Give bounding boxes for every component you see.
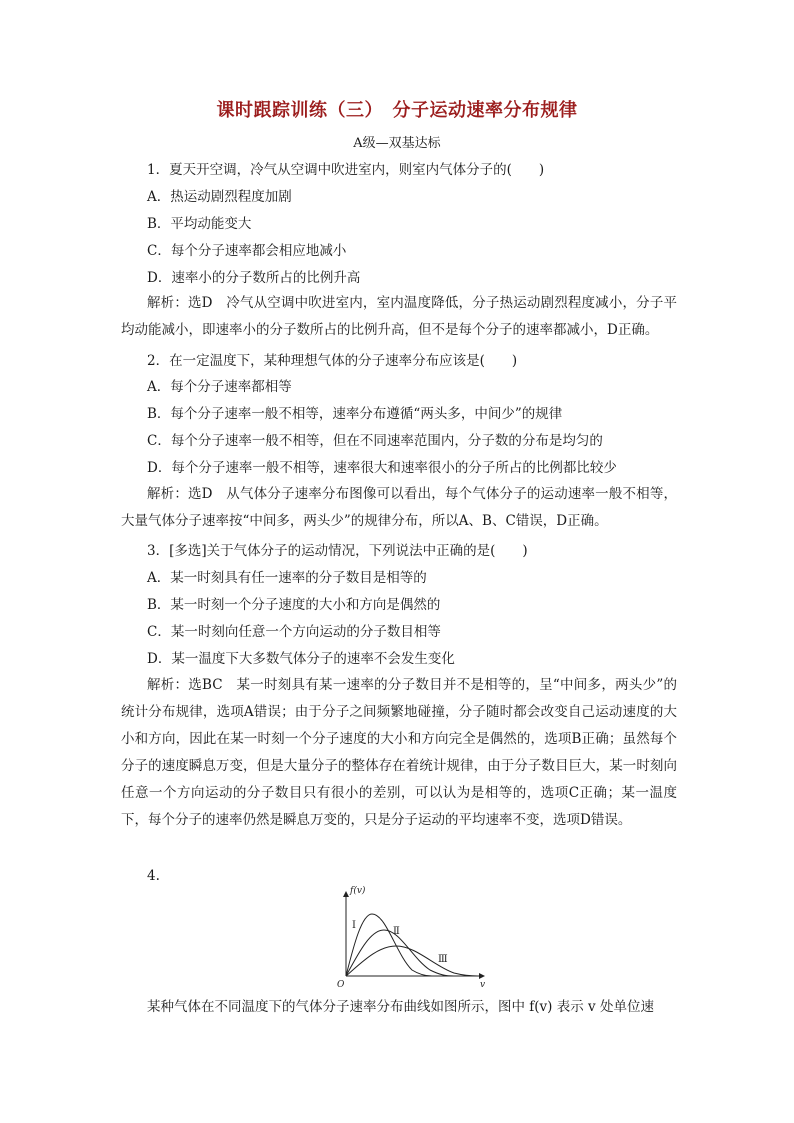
question-2-stem: 2．在一定温度下，某种理想气体的分子速率分布应该是( )	[147, 353, 518, 369]
question-2-option-b: B．每个分子速率一般不相等，速率分布遵循“两头多，中间少”的规律	[147, 406, 563, 422]
question-3-explanation: 解析：选BC 某一时刻具有某一速率的分子数目并不是相等的，呈“中间多，两头少”的统计分布规律，选项A错误；由于分子之间频繁地碰撞，分子随时都会改变自己运动速度的大小和方向，因此在某一时刻一个分子速度的大小和方向完全是偶然的，选项B正确；虽然每个分子的速度瞬息万变，但是大量分子的整体存在着统计规律，由于分子数目巨大，某一时刻向任意一个方向运动的分子数目只有很小的差别，可以认为是相等的，选项C正确；某一温度下，每个分子的速率仍然是瞬息万变的，只是分子运动的平均速率不变，选项D错误。	[121, 677, 677, 828]
question-3-option-a: A．某一时刻具有任一速率的分子数目是相等的	[147, 570, 427, 586]
question-3-option-c: C．某一时刻向任意一个方向运动的分子数目相等	[147, 624, 441, 640]
section-level-title: A级—双基达标	[353, 136, 441, 151]
question-1-option-d: D．速率小的分子数所占的比例升高	[147, 270, 361, 286]
curve-iii-label: Ⅲ	[438, 954, 448, 965]
page-title: 课时跟踪训练（三） 分子运动速率分布规律	[216, 100, 578, 121]
question-4-stem: 某种气体在不同温度下的气体分子速率分布曲线如图所示，图中 f(v) 表示 v 处单位速	[147, 999, 654, 1015]
curve-iii	[346, 946, 478, 976]
question-4-number: 4.	[147, 868, 160, 884]
y-axis-label: f(v)	[350, 886, 366, 896]
question-2-option-a: A．每个分子速率都相等	[147, 379, 292, 395]
question-1-explanation: 解析：选D 冷气从空调中吹进室内，室内温度降低，分子热运动剧烈程度减小，分子平均动能减小，即速率小的分子数所占的比例升高，但不是每个分子的速率都减小，D正确。	[121, 295, 677, 338]
curve-i	[346, 914, 432, 976]
question-3-option-b: B．某一时刻一个分子速度的大小和方向是偶然的	[147, 597, 441, 613]
origin-label: O	[337, 980, 345, 988]
speed-distribution-figure	[334, 884, 490, 988]
question-1-option-a: A．热运动剧烈程度加剧	[147, 189, 292, 205]
question-1-stem: 1．夏天开空调，冷气从空调中吹进室内，则室内气体分子的( )	[147, 162, 545, 178]
question-2-option-d: D．每个分子速率一般不相等，速率很大和速率很小的分子所占的比例都比较少	[147, 460, 617, 476]
question-2-option-c: C．每个分子速率一般不相等，但在不同速率范围内，分子数的分布是均匀的	[147, 433, 603, 449]
x-axis-label: v	[480, 980, 486, 988]
question-3-option-d: D．某一温度下大多数气体分子的速率不会发生变化	[147, 651, 455, 667]
curve-ii-label: Ⅱ	[393, 926, 400, 937]
question-3-stem: 3．[多选]关于气体分子的运动情况，下列说法中正确的是( )	[147, 543, 528, 559]
question-1-option-c: C．每个分子速率都会相应地减小	[147, 243, 347, 259]
speed-distribution-svg	[334, 884, 490, 988]
question-1-option-b: B．平均动能变大	[147, 216, 252, 232]
curve-i-label: Ⅰ	[352, 920, 356, 931]
question-2-explanation: 解析：选D 从气体分子速率分布图像可以看出，每个气体分子的运动速率一般不相等，大量气体分子速率按“中间多，两头少”的规律分布，所以A、B、C错误，D正确。	[121, 486, 677, 529]
